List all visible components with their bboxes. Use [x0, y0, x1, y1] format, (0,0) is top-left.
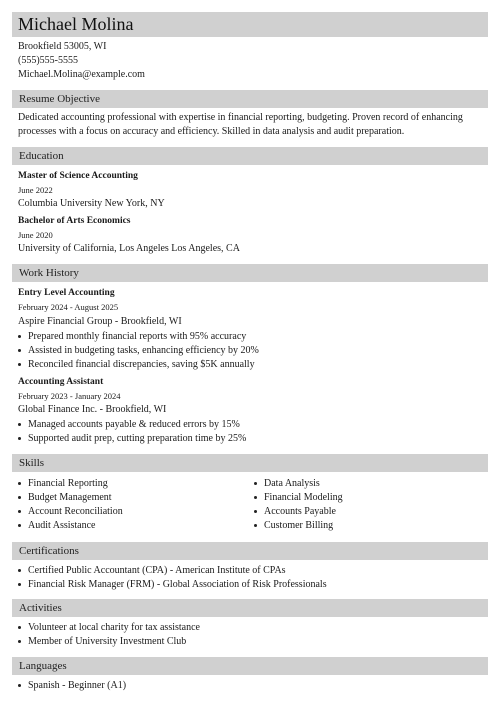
job-title: Accounting Assistant [18, 377, 104, 387]
section-header-activities: Activities [12, 599, 488, 617]
section-header-objective: Resume Objective [12, 90, 488, 108]
list-item [18, 622, 200, 634]
education-date: June 2022 [18, 185, 53, 195]
bullet-icon [18, 482, 21, 485]
certification-text: Financial Risk Manager (FRM) - Global Association of Risk Professionals [28, 579, 327, 590]
section-header-skills: Skills [12, 454, 488, 472]
contact-address: Brookfield 53005, WI [18, 41, 107, 52]
list-item [18, 506, 123, 518]
bullet-icon [18, 524, 21, 527]
bullet-icon [18, 335, 21, 338]
bullet-icon [18, 423, 21, 426]
skill-text: Data Analysis [264, 478, 320, 489]
job-bullet-text: Reconciled financial discrepancies, saving $5K annually [28, 359, 255, 370]
job-title: Entry Level Accounting [18, 288, 115, 298]
job-bullet-text: Managed accounts payable & reduced errors by 15% [28, 419, 240, 430]
job-company: Aspire Financial Group - Brookfield, WI [18, 316, 182, 327]
bullet-icon [254, 496, 257, 499]
contact-phone: (555)555-5555 [18, 55, 78, 66]
list-item [18, 492, 112, 504]
activity-text: Volunteer at local charity for tax assistance [28, 622, 200, 633]
bullet-icon [254, 510, 257, 513]
job-bullet-text: Prepared monthly financial reports with 95% accuracy [28, 331, 247, 342]
list-item [18, 520, 96, 532]
bullet-icon [18, 496, 21, 499]
bullet-icon [18, 510, 21, 513]
list-item [254, 478, 320, 490]
bullet-icon [18, 640, 21, 643]
bullet-icon [18, 684, 21, 687]
skill-text: Customer Billing [264, 520, 334, 531]
skill-text: Financial Reporting [28, 478, 108, 489]
list-item [18, 680, 126, 692]
bullet-icon [18, 569, 21, 572]
list-item [254, 520, 333, 532]
skill-text: Audit Assistance [28, 520, 96, 531]
list-item [18, 565, 286, 577]
job-dates: February 2024 - August 2025 [18, 302, 119, 312]
section-header-education: Education [12, 147, 488, 165]
skill-text: Budget Management [28, 492, 112, 503]
job-company: Global Finance Inc. - Brookfield, WI [18, 404, 167, 415]
education-degree: Bachelor of Arts Economics [18, 216, 131, 226]
skill-text: Account Reconciliation [28, 506, 123, 517]
job-dates: February 2023 - January 2024 [18, 391, 121, 401]
education-school: Columbia University New York, NY [18, 198, 165, 209]
bullet-icon [254, 524, 257, 527]
section-header-languages: Languages [12, 657, 488, 675]
list-item [18, 419, 240, 431]
list-item [254, 506, 336, 518]
bullet-icon [18, 626, 21, 629]
list-item [18, 359, 255, 371]
list-item [18, 636, 186, 648]
contact-email: Michael.Molina@example.com [18, 69, 145, 80]
certification-text: Certified Public Accountant (CPA) - American Institute of CPAs [28, 565, 286, 576]
list-item [18, 478, 108, 490]
activity-text: Member of University Investment Club [28, 636, 187, 647]
job-bullet-text: Supported audit prep, cutting preparation time by 25% [28, 433, 247, 444]
list-item [18, 345, 259, 357]
section-header-work-history: Work History [12, 264, 488, 282]
candidate-name: Michael Molina [12, 12, 488, 37]
education-date: June 2020 [18, 230, 53, 240]
list-item [18, 433, 246, 445]
language-text: Spanish - Beginner (A1) [28, 680, 127, 691]
job-bullet-text: Assisted in budgeting tasks, enhancing efficiency by 20% [28, 345, 259, 356]
education-degree: Master of Science Accounting [18, 171, 138, 181]
skill-text: Accounts Payable [264, 506, 336, 517]
bullet-icon [18, 437, 21, 440]
objective-text: Dedicated accounting professional with expertise in financial reporting, budgeting. Proven record of enhancing processes with a focus on accuracy and efficiency. Skilled in data analysis and audit preparation. [18, 112, 463, 137]
bullet-icon [18, 349, 21, 352]
list-item [18, 579, 327, 591]
section-header-certifications: Certifications [12, 542, 488, 560]
bullet-icon [254, 482, 257, 485]
list-item [254, 492, 343, 504]
list-item [18, 331, 246, 343]
skill-text: Financial Modeling [264, 492, 343, 503]
bullet-icon [18, 583, 21, 586]
bullet-icon [18, 363, 21, 366]
education-school: University of California, Los Angeles Los Angeles, CA [18, 243, 240, 254]
